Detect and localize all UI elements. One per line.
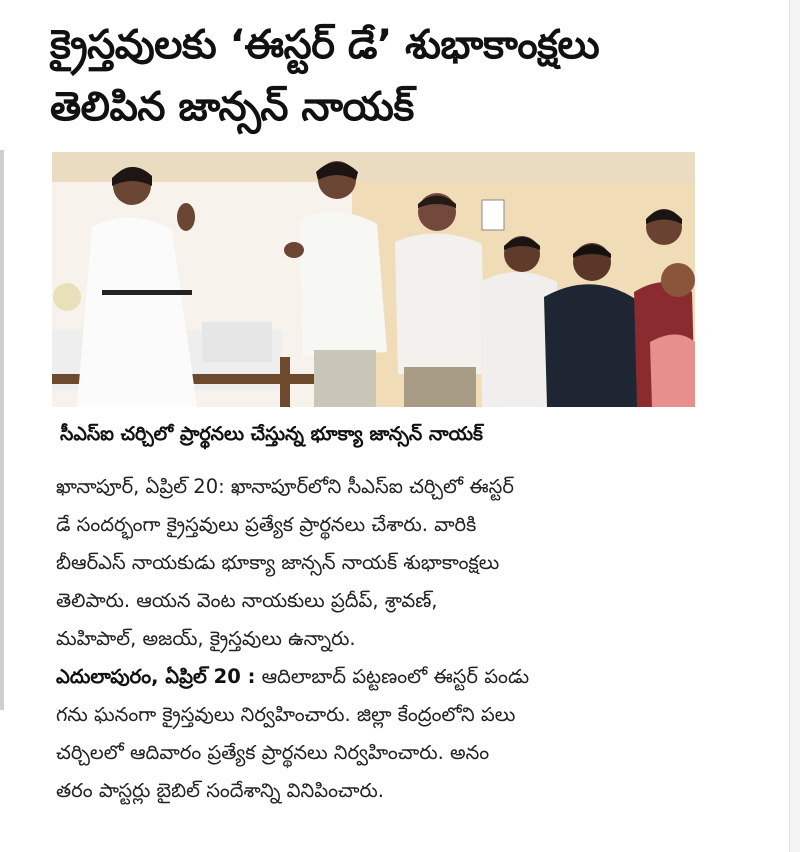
headline-line-2: తెలిపిన జాన్సన్ నాయక్: [50, 84, 414, 130]
headline-line-1: క్రైస్తవులకు ‘ఈస్టర్ డే’ శుభాకాంక్షలు: [50, 22, 600, 68]
news-photo: [52, 152, 695, 407]
article2-line-4: తరం పాస్టర్లు బైబిల్ సందేశాన్ని వినిపించారు.: [56, 779, 384, 802]
article-body: [56, 468, 696, 810]
photo-caption: సీఎస్ఐ చర్చిలో ప్రార్థనలు చేస్తున్న భూక్యా జాన్సన్ నాయక్: [60, 423, 483, 445]
left-column-rule: [0, 150, 4, 710]
article2-line-2: గను ఘనంగా క్రైస్తవులు నిర్వహించారు. జిల్లా కేంద్రంలోని పలు: [56, 703, 516, 726]
article2-first-line: [56, 658, 696, 696]
article2-dateline: ఎదులాపురం, ఏప్రిల్ 20 :: [56, 665, 256, 688]
headline: [50, 14, 750, 138]
article1-line-2: డే సందర్భంగా క్రైస్తవులు ప్రత్యేక ప్రార్థనలు చేశారు. వారికి: [56, 513, 477, 536]
article1-line-1: ఖానాపూర్, ఏప్రిల్ 20: ఖానాపూర్‌లోని సీఎస్ఐ చర్చిలో ఈస్టర్: [56, 475, 514, 498]
article1-line-5: మహిపాల్, అజయ్, క్రైస్తవులు ఉన్నారు.: [56, 627, 356, 650]
right-page-edge: [789, 0, 800, 852]
article2-line-3: చర్చిలలో ఆదివారం ప్రత్యేక ప్రార్థనలు నిర్వహించారు. అనం: [56, 741, 490, 764]
article2-first-line-text: ఆదిలాబాద్ పట్టణంలో ఈస్టర్ పండు: [255, 665, 530, 688]
article1-line-4: తెలిపారు. ఆయన వెంట నాయకులు ప్రదీప్, శ్రావణ్,: [56, 589, 438, 612]
article1-line-3: బీఆర్ఎస్ నాయకుడు భూక్యా జాన్సన్ నాయక్ శుభాకాంక్షలు: [56, 551, 500, 574]
